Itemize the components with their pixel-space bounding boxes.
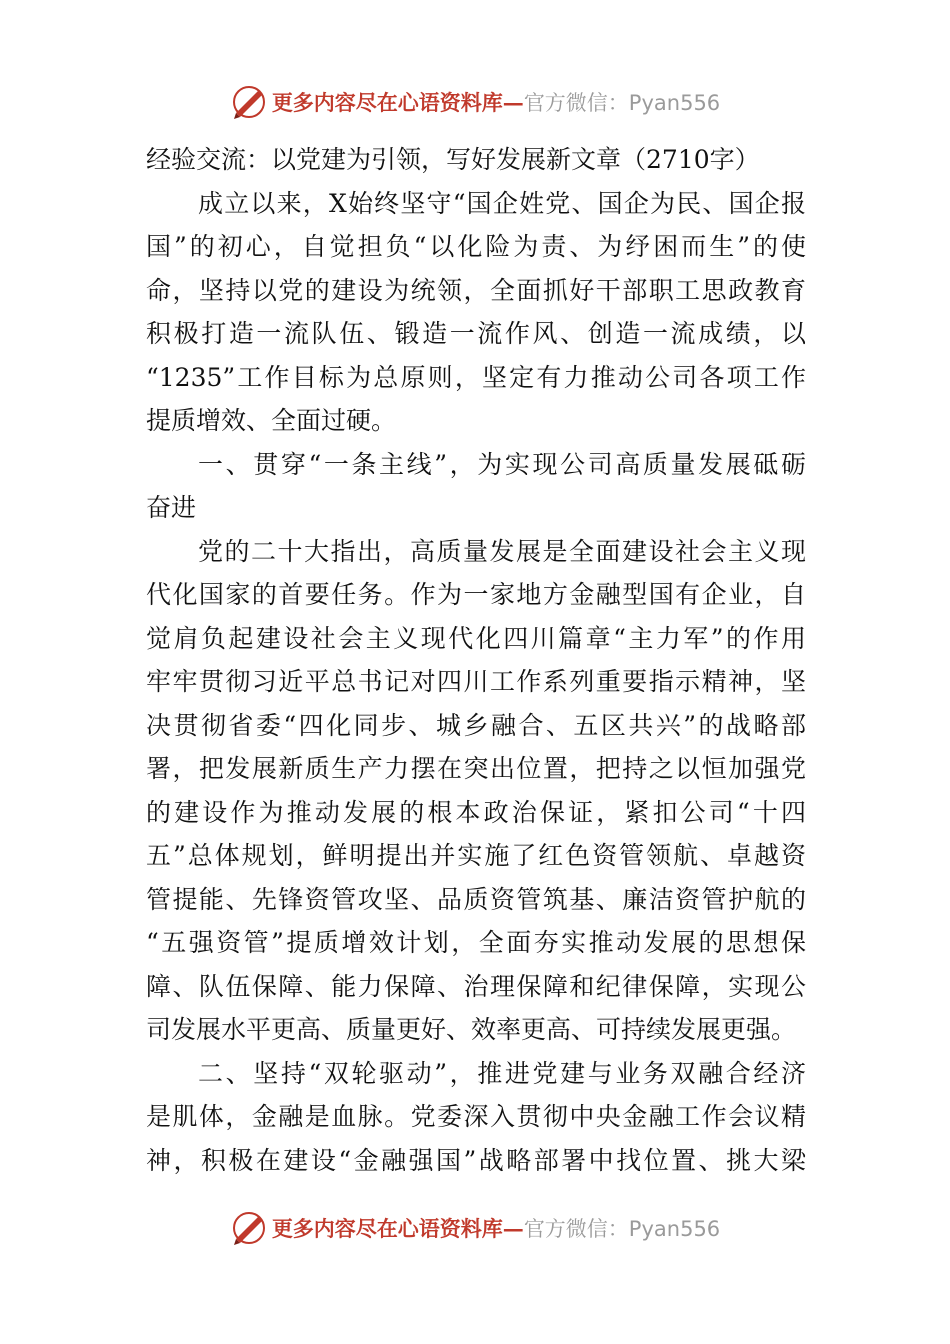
banner-red-text: 更多内容尽在心语资料库— — [271, 90, 524, 115]
document-body — [146, 138, 806, 1182]
text-line: 神，积极在建设“金融强国”战略部署中找位置、挑大梁 — [146, 1145, 806, 1175]
banner-red-text: 更多内容尽在心语资料库— — [271, 1216, 524, 1241]
pen-logo-icon — [230, 1209, 268, 1247]
text-line: “五强资管”提质增效计划，全面夯实推动发展的思想保 — [146, 928, 806, 957]
text-line: 牢牢贯彻习近平总书记对四川工作系列重要指示精神，坚 — [146, 667, 806, 696]
text-line: 五”总体规划，鲜明提出并实施了红色资管领航、卓越资 — [146, 841, 806, 870]
text-line: 的建设作为推动发展的根本政治保证，紧扣公司“十四 — [146, 797, 806, 827]
text-line: 署，把发展新质生产力摆在突出位置，把持之以恒加强党 — [146, 754, 806, 783]
footer-watermark-banner — [0, 1208, 950, 1248]
text-line: 代化国家的首要任务。作为一家地方金融型国有企业，自 — [146, 580, 806, 609]
section-heading: 一、贯穿“一条主线”，为实现公司高质量发展砥砺 — [198, 449, 806, 479]
document-title: 经验交流：以党建为引领，写好发展新文章（2710字） — [146, 145, 760, 174]
text-line: 成立以来，X始终坚守“国企姓党、国企为民、国企报 — [198, 188, 806, 218]
section-heading: 奋进 — [146, 493, 197, 522]
text-line: 国”的初心，自觉担负“以化险为责、为纾困而生”的使 — [146, 232, 806, 261]
text-line: 决贯彻省委“四化同步、城乡融合、五区共兴”的战略部 — [146, 710, 806, 740]
text-line: 司发展水平更高、质量更好、效率更高、可持续发展更强。 — [146, 1015, 797, 1044]
text-line: 是肌体，金融是血脉。党委深入贯彻中央金融工作会议精 — [146, 1102, 806, 1131]
text-line: 命，坚持以党的建设为统领，全面抓好干部职工思政教育 — [146, 275, 806, 305]
pen-logo-icon — [230, 83, 268, 121]
text-line: 党的二十大指出，高质量发展是全面建设社会主义现 — [198, 536, 806, 566]
banner-gray-text: 官方微信：Pyan556 — [523, 91, 721, 115]
banner-gray-text: 官方微信：Pyan556 — [523, 1217, 721, 1241]
text-line: 障、队伍保障、能力保障、治理保障和纪律保障，实现公 — [146, 971, 806, 1001]
text-line: 觉肩负起建设社会主义现代化四川篇章“主力军”的作用 — [146, 623, 806, 653]
section-heading: 二、坚持“双轮驱动”，推进党建与业务双融合经济 — [198, 1058, 806, 1088]
text-line: 提质增效、全面过硬。 — [146, 406, 397, 435]
text-line: 管提能、先锋资管攻坚、品质资管筑基、廉洁资管护航的 — [146, 884, 806, 914]
text-line: “1235”工作目标为总原则，坚定有力推动公司各项工作 — [146, 362, 806, 392]
text-line: 积极打造一流队伍、锻造一流作风、创造一流成绩，以 — [146, 319, 806, 348]
header-watermark-banner — [0, 82, 950, 122]
